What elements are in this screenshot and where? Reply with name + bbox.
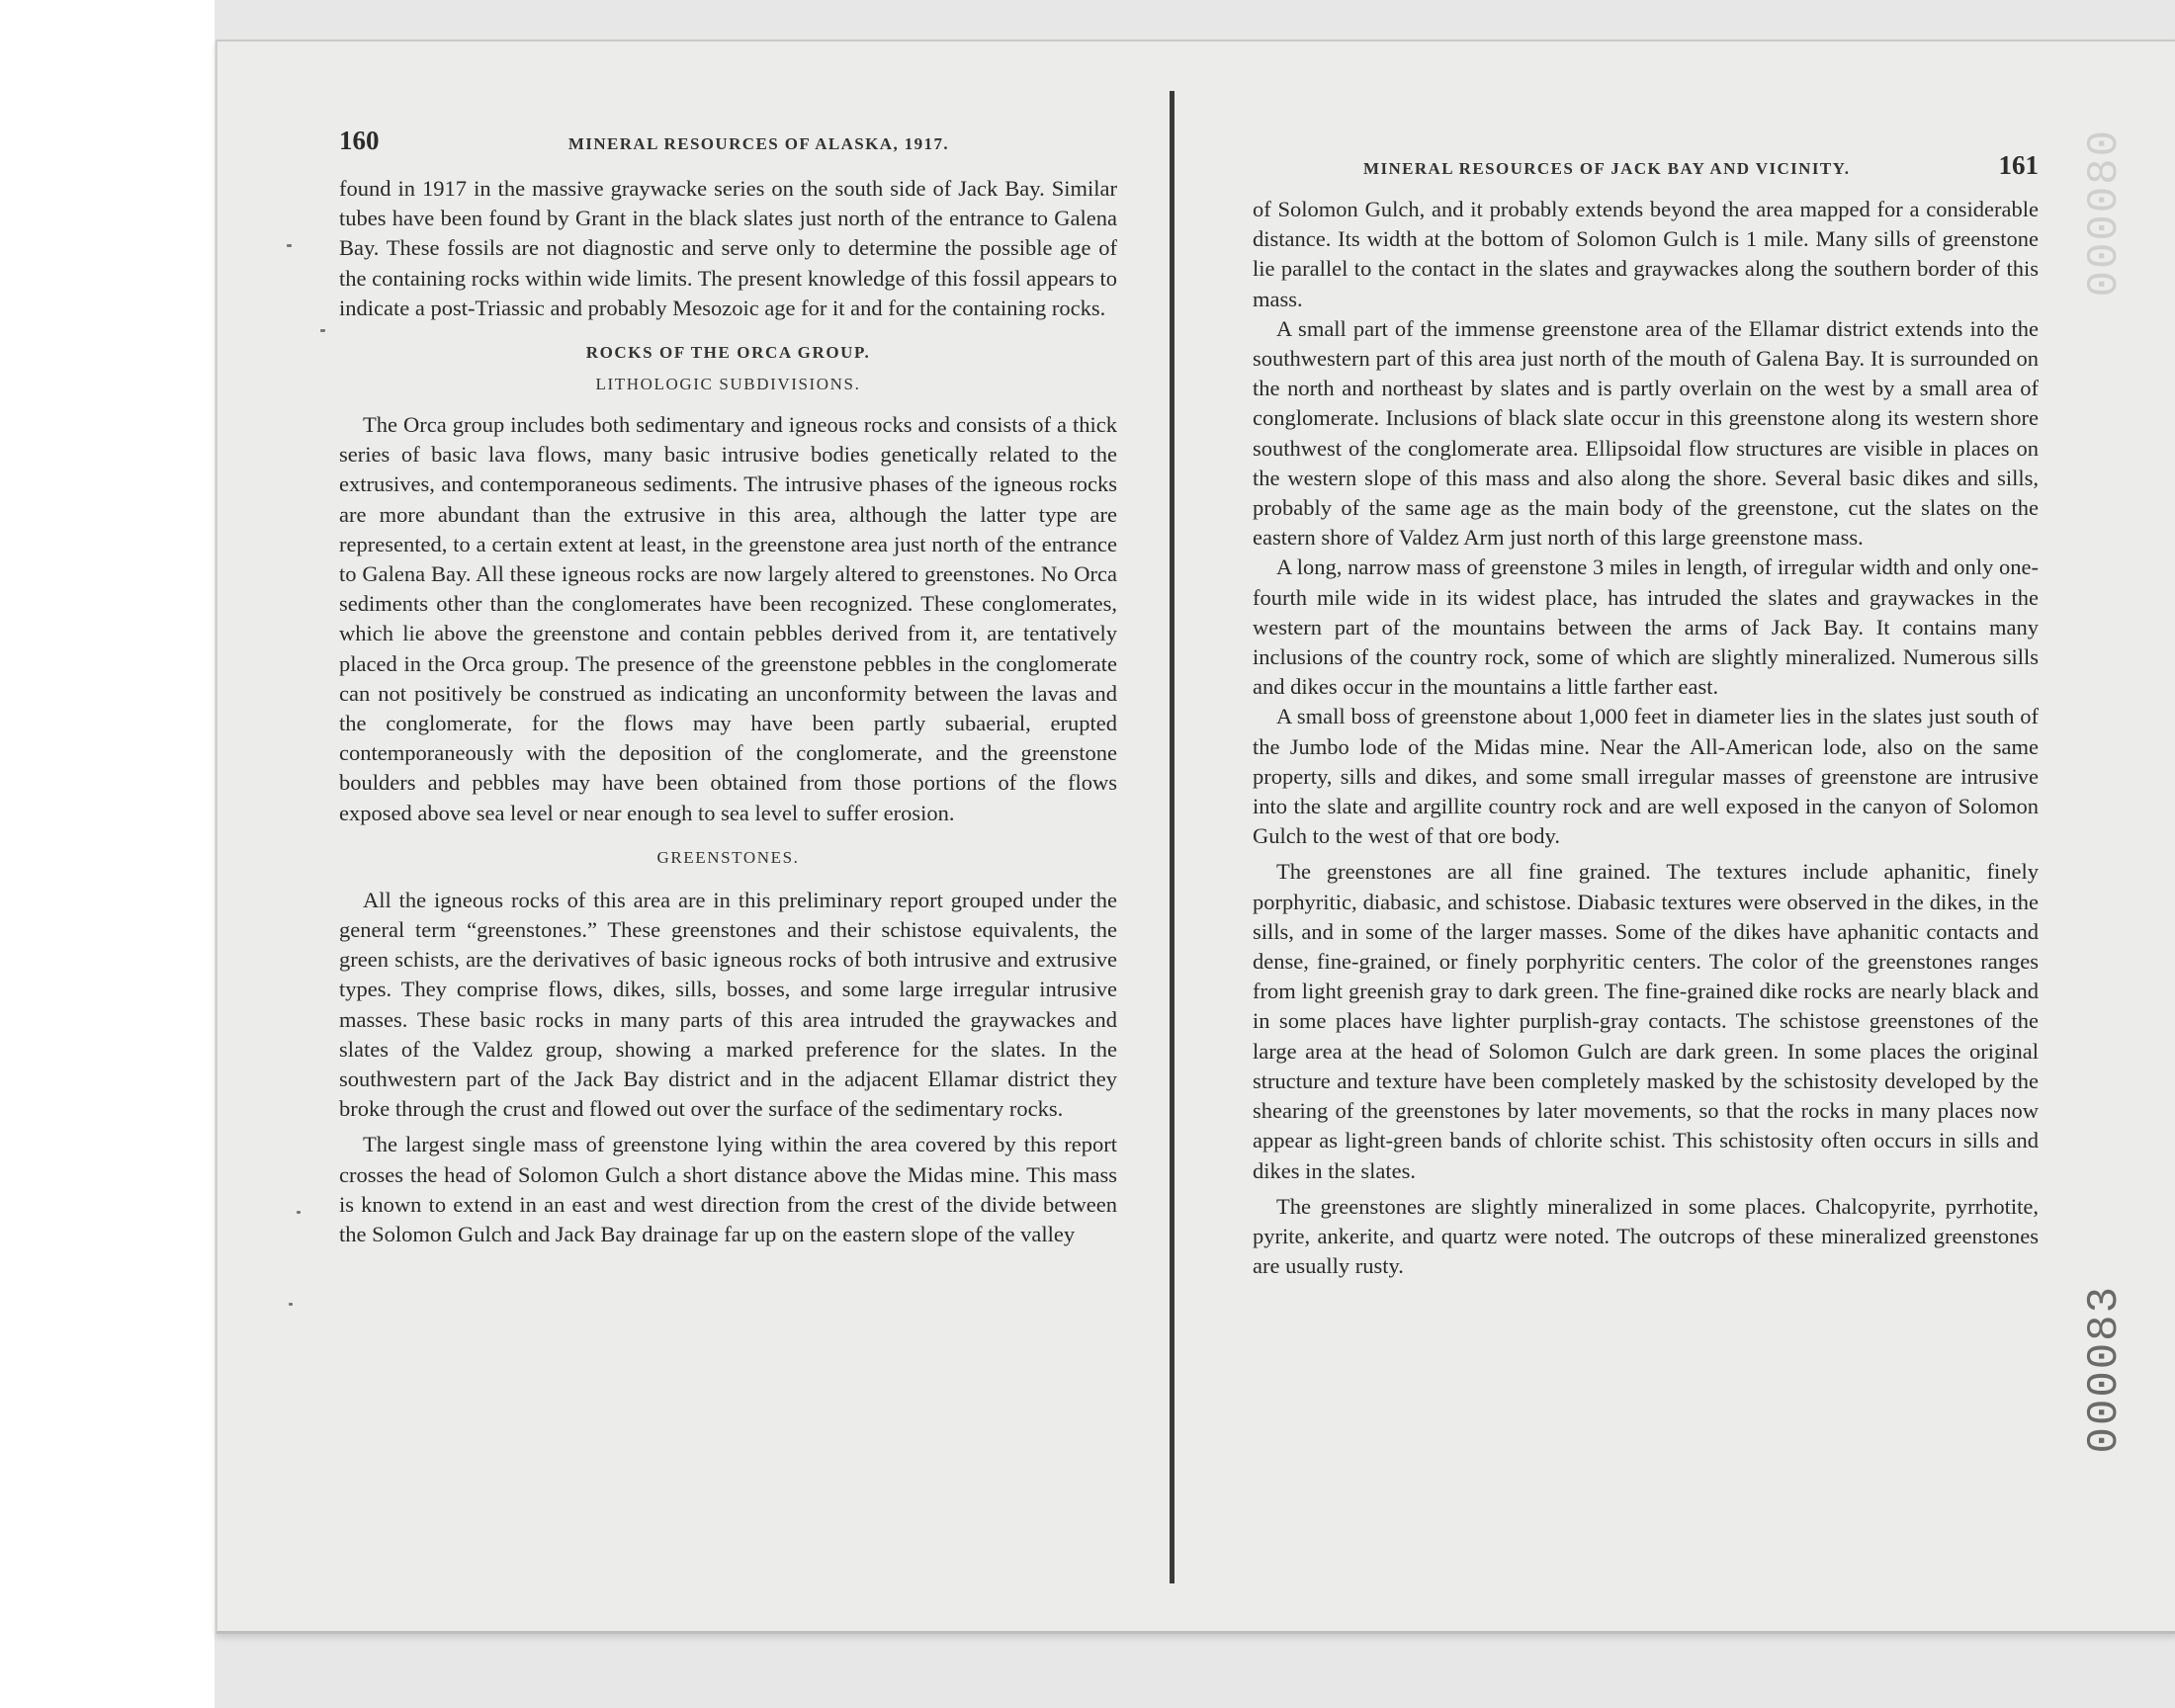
paragraph-textures: The greenstones are all fine grained. The textures include aphanitic, finely porphyritic, diabasic, and schistose. Diabasic textures were observed in the dikes, in the sills, and in some of the larger masses. Some of the dikes have aphanitic contacts and dense, fine-grained, or finely porphyritic centers. The color of the greenstones ranges from light greenish gray to dark green. The fine-grained dike rocks are nearly black and in some places have lighter purplish-gray contacts. The schistose greenstones of the large area at the head of Solomon Gulch are dark green. In some places the original structure and texture have been completely masked by the schistosity developed by the shearing of the greenstones by later movements, so that the rocks in many places now appear as light-green bands of chlorite schist. This schistosity often occurs in sills and dikes in the slates. bbox=[1253, 859, 2039, 1183]
scan-speck bbox=[287, 244, 292, 247]
running-head-title-left: MINERAL RESOURCES OF ALASKA, 1917. bbox=[567, 134, 949, 153]
paragraph-orca-group: The Orca group includes both sedimentary and igneous rocks and consists of a thick series of basic lava flows, many basic intrusive bodies genetically related to the extrusives, and contemporaneous sediments. The intrusive phases of the igneous rocks are more abundant than the extrusive in this area, although the latter type are represented, to a certain extent at least, in the greenstone area just north of the entrance to Galena Bay. All these igneous rocks are now largely altered to greenstones. No Orca sediments other than the conglomerates have been recognized. These conglomerates, which lie above the greenstone and contain pebbles derived from it, are tentatively placed in the Orca group. The presence of the greenstone pebbles in the conglomerate can not positively be construed as indicating an unconformity between the lavas and the conglomerate, for the flows may have been partly subaerial, erupted contemporaneously with the deposition of the conglomerate, and the greenstone boulders and pebbles may have been obtained from those portions of the flows exposed above sea level or near enough to sea level to suffer erosion. bbox=[339, 412, 1117, 825]
paragraph-narrow-mass: A long, narrow mass of greenstone 3 miles in length, of irregular width and only one-fourth mile wide in its widest place, has intruded the slates and graywackes in the western part of the mountains between the arms of Jack Bay. It contains many inclusions of the country rock, some of which are slightly mineralized. Numerous sills and dikes occur in the mountains a little farther east. bbox=[1253, 555, 2039, 700]
archive-stamp-top: 000080 bbox=[2080, 128, 2130, 298]
section-heading-orca-group: ROCKS OF THE ORCA GROUP. bbox=[585, 343, 871, 363]
archive-stamp-bottom: 000083 bbox=[2080, 1285, 2130, 1454]
paragraph-mineralized: The greenstones are slightly mineralized in some places. Chalcopyrite, pyrrhotite, pyrite, ankerite, and quartz were noted. The outcrops of these mineralized greenstones are usually rusty. bbox=[1253, 1193, 2039, 1279]
paragraph-greenstones-2: The largest single mass of greenstone lying within the area covered by this report crosses the head of Solomon Gulch a short distance above the Midas mine. This mass is known to extend in an east and west direction from the crest of the divide between the Solomon Gulch and Jack Bay drainage far up on the eastern slope of the valley bbox=[339, 1132, 1117, 1247]
paragraph-ellamar: A small part of the immense greenstone area of the Ellamar district extends into the southwestern part of this area just north of the mouth of Galena Bay. It is surrounded on the north and northeast by slates and is partly overlain on the west by a small area of conglomerate. Inclusions of black slate occur in this greenstone along its western shore southwest of the conglomerate area. Ellipsoidal flow structures are visible in places on the western slope of this mass and also along the shore. Several basic dikes and sills, probably of the same age as the main body of the greenstone, cut the slates on the eastern shore of Valdez Arm just north of this large greenstone mass. bbox=[1253, 315, 2039, 551]
page-gutter bbox=[1170, 91, 1174, 1583]
paragraph-fossil-age: found in 1917 in the massive graywacke series on the south side of Jack Bay. Similar tubes have been found by Grant in the black slates just north of the entrance to Galena Bay. These fossils are not diagnostic and serve only to determine the possible age of the containing rocks within wide limits. The present knowledge of this fossil appears to indicate a post-Triassic and probably Mesozoic age for it and for the containing rocks. bbox=[339, 176, 1117, 320]
paragraph-small-boss: A small boss of greenstone about 1,000 feet in diameter lies in the slates just south of the Jumbo lode of the Midas mine. Near the All-American lode, also on the same property, sills and dikes, and some small irregular masses of greenstone are intrusive into the slate and argillite country rock and are well exposed in the canyon of Solomon Gulch to the west of that ore body. bbox=[1253, 704, 2039, 849]
right-page bbox=[1253, 150, 2039, 1281]
left-page bbox=[339, 126, 1117, 1249]
left-running-head bbox=[339, 126, 1117, 156]
running-head-title-right: MINERAL RESOURCES OF JACK BAY AND VICINITY. bbox=[1363, 159, 1851, 178]
scan-speck bbox=[297, 1211, 301, 1214]
scan-speck bbox=[289, 1303, 293, 1306]
subheading-greenstones: GREENSTONES. bbox=[656, 847, 800, 867]
paragraph-greenstones-1: All the igneous rocks of this area are in this preliminary report grouped under the general term “greenstones.” These greenstones and their schistose equivalents, the green schists, are the derivatives of basic igneous rocks of both intrusive and extrusive types. They comprise flows, dikes, sills, bosses, and some large irregular intrusive masses. These basic rocks in many parts of this area intruded the graywackes and slates of the Valdez group, showing a marked preference for the slates. In the southwestern part of the Jack Bay district and in the adjacent Ellamar district they broke through the crust and flowed out over the surface of the sedimentary rocks. bbox=[339, 887, 1117, 1122]
paragraph-solomon-gulch: of Solomon Gulch, and it probably extends beyond the area mapped for a considerable distance. Its width at the bottom of Solomon Gulch is 1 mile. Many sills of greenstone lie parallel to the contact in the slates and graywackes along the southern border of this mass. bbox=[1253, 197, 2039, 311]
subheading-lithologic: LITHOLOGIC SUBDIVISIONS. bbox=[595, 375, 861, 394]
scan-speck bbox=[320, 329, 325, 332]
page-number-left: 160 bbox=[339, 126, 380, 155]
page-number-right: 161 bbox=[1998, 150, 2039, 180]
right-running-head bbox=[1253, 150, 2039, 181]
